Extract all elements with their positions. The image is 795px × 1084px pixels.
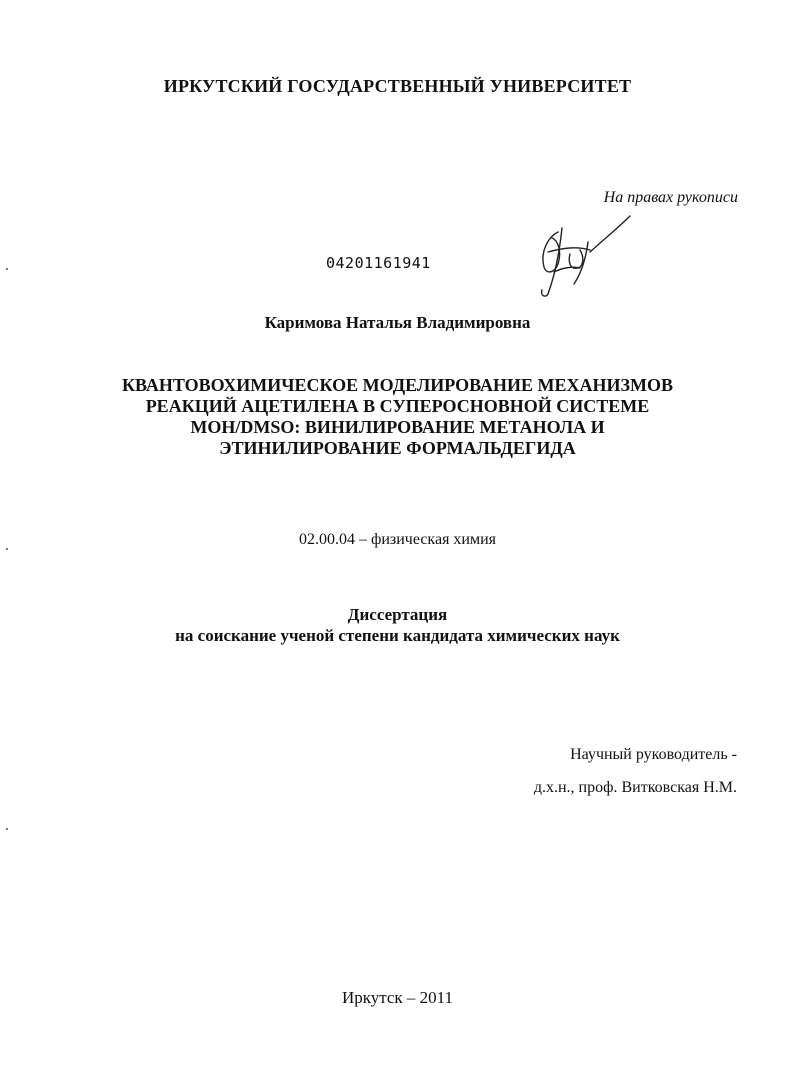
signature-image xyxy=(518,212,638,302)
author-name: Каримова Наталья Владимировна xyxy=(264,313,531,332)
title-line: РЕАКЦИЙ АЦЕТИЛЕНА В СУПЕРОСНОВНОЙ СИСТЕМЕ xyxy=(145,396,650,416)
serial-number: 04201161941 xyxy=(326,254,431,272)
dissertation-block xyxy=(0,604,795,646)
title-line: КВАНТОВОХИМИЧЕСКОЕ МОДЕЛИРОВАНИЕ МЕХАНИЗМОВ xyxy=(121,375,674,395)
scan-speck xyxy=(6,828,8,830)
supervisor-name: д.х.н., проф. Витковская Н.М. xyxy=(533,779,737,796)
scan-speck xyxy=(6,548,8,550)
title-line: MOH/DMSO: ВИНИЛИРОВАНИЕ МЕТАНОЛА И xyxy=(190,417,605,437)
supervisor-label: Научный руководитель - xyxy=(570,746,737,763)
specialty-code: 02.00.04 – физическая химия xyxy=(298,531,497,548)
scan-speck xyxy=(6,268,8,270)
dissertation-heading: Диссертация xyxy=(347,605,448,624)
supervisor-block xyxy=(534,738,737,804)
rights-note: На правах рукописи xyxy=(603,189,738,206)
degree-description: на соискание ученой степени кандидата химических наук xyxy=(175,626,620,645)
dissertation-title xyxy=(0,375,795,459)
university-name: ИРКУТСКИЙ ГОСУДАРСТВЕННЫЙ УНИВЕРСИТЕТ xyxy=(163,76,632,96)
title-line: ЭТИНИЛИРОВАНИЕ ФОРМАЛЬДЕГИДА xyxy=(219,438,576,458)
city-year: Иркутск – 2011 xyxy=(341,988,454,1007)
